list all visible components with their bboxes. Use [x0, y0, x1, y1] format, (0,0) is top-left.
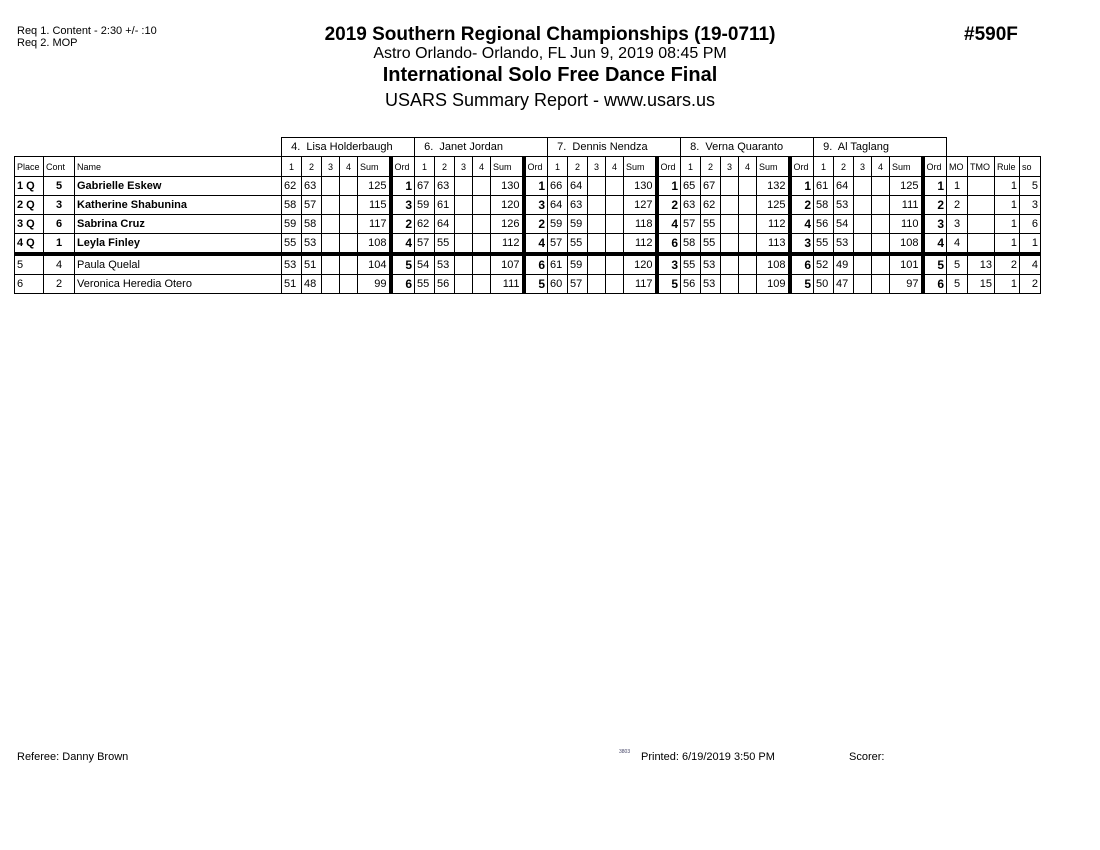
judge-sum: 108 [757, 254, 790, 275]
judge-score: 58 [302, 215, 322, 234]
judge-score: 55 [701, 215, 721, 234]
column-header-ord: Ord [524, 157, 548, 177]
judge-score: 47 [834, 275, 854, 294]
judge-score [455, 215, 473, 234]
rule: 1 [995, 215, 1020, 234]
judge-score [588, 215, 606, 234]
judge-header-row [15, 138, 1041, 157]
judge-score [854, 215, 872, 234]
judge-score [739, 177, 757, 196]
event-title: International Solo Free Dance Final [382, 64, 718, 86]
tmo [968, 215, 995, 234]
rule: 1 [995, 234, 1020, 255]
judge-score: 53 [435, 254, 455, 275]
judge-score: 64 [435, 215, 455, 234]
judge-sum: 117 [358, 215, 391, 234]
skater-name: Katherine Shabunina [75, 196, 282, 215]
judge-ordinal: 4 [524, 234, 548, 255]
judge-score [473, 234, 491, 255]
referee: Referee: Danny Brown [17, 751, 129, 763]
judge-score [739, 234, 757, 255]
judge-score: 63 [568, 196, 588, 215]
judge-score [606, 177, 624, 196]
report-title: USARS Summary Report - www.usars.us [384, 90, 716, 110]
column-header-sum: Sum [624, 157, 657, 177]
column-header-rule: Rule [995, 157, 1020, 177]
judge-sum: 125 [890, 177, 923, 196]
judge-score: 62 [415, 215, 435, 234]
judge-ordinal: 2 [657, 196, 681, 215]
judge-ordinal: 6 [391, 275, 415, 294]
judge-ordinal: 3 [391, 196, 415, 215]
spacer [947, 138, 1041, 157]
judge-score: 63 [681, 196, 701, 215]
judge-name: 8. Verna Quaranto [681, 138, 814, 157]
judge-score [606, 234, 624, 255]
judge-score: 56 [681, 275, 701, 294]
place: 5 [15, 254, 44, 275]
contestant-number: 3 [44, 196, 75, 215]
judge-ordinal: 1 [923, 177, 947, 196]
column-header-2: 2 [701, 157, 721, 177]
judge-score: 53 [701, 275, 721, 294]
judge-score: 56 [814, 215, 834, 234]
judge-ordinal: 4 [790, 215, 814, 234]
table-row [15, 196, 1041, 215]
judge-score: 57 [568, 275, 588, 294]
judge-score [455, 177, 473, 196]
column-header-ord: Ord [391, 157, 415, 177]
judge-score [455, 234, 473, 255]
judge-score [739, 254, 757, 275]
column-header-2: 2 [435, 157, 455, 177]
so: 1 [1020, 234, 1041, 255]
judge-score [455, 275, 473, 294]
mo: 5 [947, 254, 968, 275]
location-date: Astro Orlando- Orlando, FL Jun 9, 2019 08:45 PM [373, 45, 727, 62]
column-header-4: 4 [872, 157, 890, 177]
judge-sum: 101 [890, 254, 923, 275]
judge-ordinal: 3 [923, 215, 947, 234]
skater-name: Gabrielle Eskew [75, 177, 282, 196]
judge-sum: 125 [757, 196, 790, 215]
judge-score [340, 177, 358, 196]
rule: 1 [995, 275, 1020, 294]
judge-score [322, 234, 340, 255]
judge-score: 58 [282, 196, 302, 215]
place: 2 Q [15, 196, 44, 215]
judge-score [854, 254, 872, 275]
judge-sum: 109 [757, 275, 790, 294]
judge-ordinal: 5 [524, 275, 548, 294]
judge-score [854, 234, 872, 255]
column-header-3: 3 [322, 157, 340, 177]
judge-score [721, 196, 739, 215]
judge-ordinal: 2 [524, 215, 548, 234]
table-row [15, 234, 1041, 255]
judge-sum: 104 [358, 254, 391, 275]
judge-score: 59 [282, 215, 302, 234]
judge-ordinal: 2 [391, 215, 415, 234]
judge-sum: 117 [624, 275, 657, 294]
judge-sum: 112 [491, 234, 524, 255]
judge-score [721, 215, 739, 234]
judge-ordinal: 5 [923, 254, 947, 275]
judge-score: 63 [302, 177, 322, 196]
judge-score [322, 254, 340, 275]
judge-score [322, 177, 340, 196]
judge-ordinal: 6 [790, 254, 814, 275]
skater-name: Veronica Heredia Otero [75, 275, 282, 294]
judge-sum: 118 [624, 215, 657, 234]
judge-score [340, 254, 358, 275]
judge-score: 66 [548, 177, 568, 196]
judge-score [340, 234, 358, 255]
judge-score [455, 196, 473, 215]
so: 4 [1020, 254, 1041, 275]
judge-ordinal: 1 [391, 177, 415, 196]
judge-score: 67 [701, 177, 721, 196]
judge-score [588, 196, 606, 215]
column-header-1: 1 [548, 157, 568, 177]
tmo: 15 [968, 275, 995, 294]
judge-score: 62 [282, 177, 302, 196]
judge-score: 57 [548, 234, 568, 255]
mo: 5 [947, 275, 968, 294]
rule: 2 [995, 254, 1020, 275]
judge-score: 65 [681, 177, 701, 196]
judge-score [739, 215, 757, 234]
judge-ordinal: 6 [524, 254, 548, 275]
judge-score [606, 275, 624, 294]
judge-name: 4. Lisa Holderbaugh [282, 138, 415, 157]
judge-sum: 111 [491, 275, 524, 294]
column-header-sum: Sum [358, 157, 391, 177]
judge-score [588, 234, 606, 255]
column-header-mo: MO [947, 157, 968, 177]
so: 2 [1020, 275, 1041, 294]
judge-score [872, 275, 890, 294]
judge-score: 64 [568, 177, 588, 196]
judge-score [473, 215, 491, 234]
judge-score: 55 [435, 234, 455, 255]
column-header-ord: Ord [790, 157, 814, 177]
so: 3 [1020, 196, 1041, 215]
column-header-ord: Ord [657, 157, 681, 177]
judge-score: 55 [701, 234, 721, 255]
judge-score: 63 [435, 177, 455, 196]
judge-score [455, 254, 473, 275]
results-table [14, 137, 1041, 294]
judge-score [854, 275, 872, 294]
judge-score: 56 [435, 275, 455, 294]
column-header-3: 3 [588, 157, 606, 177]
judge-sum: 120 [491, 196, 524, 215]
skater-name: Leyla Finley [75, 234, 282, 255]
column-header-sum: Sum [757, 157, 790, 177]
scorer: Scorer: [849, 751, 885, 763]
column-header-1: 1 [814, 157, 834, 177]
judge-score: 53 [834, 196, 854, 215]
judge-score: 53 [302, 234, 322, 255]
contestant-number: 5 [44, 177, 75, 196]
judge-score [606, 196, 624, 215]
judge-score [721, 275, 739, 294]
judge-ordinal: 1 [524, 177, 548, 196]
table-row [15, 254, 1041, 275]
table-row [15, 177, 1041, 196]
column-header-sum: Sum [890, 157, 923, 177]
judge-ordinal: 5 [790, 275, 814, 294]
judge-score [721, 177, 739, 196]
judge-name: 9. Al Taglang [814, 138, 947, 157]
page-code: 3803 [619, 749, 631, 755]
judge-sum: 108 [358, 234, 391, 255]
judge-sum: 113 [757, 234, 790, 255]
judge-score [872, 254, 890, 275]
tmo [968, 196, 995, 215]
judge-score [588, 275, 606, 294]
mo: 1 [947, 177, 968, 196]
judge-score: 51 [302, 254, 322, 275]
column-header-4: 4 [606, 157, 624, 177]
judge-name: 7. Dennis Nendza [548, 138, 681, 157]
judge-score [872, 177, 890, 196]
column-header-row [15, 157, 1041, 177]
judge-sum: 111 [890, 196, 923, 215]
judge-score: 59 [415, 196, 435, 215]
judge-score [606, 254, 624, 275]
judge-score: 61 [814, 177, 834, 196]
judge-ordinal: 4 [657, 215, 681, 234]
judge-sum: 110 [890, 215, 923, 234]
judge-score: 51 [282, 275, 302, 294]
requirement-1: Req 1. Content - 2:30 +/- :10 [17, 25, 157, 37]
judge-score [340, 196, 358, 215]
judge-score [854, 177, 872, 196]
column-header-ord: Ord [923, 157, 947, 177]
tmo: 13 [968, 254, 995, 275]
judge-score [588, 177, 606, 196]
judge-score [872, 215, 890, 234]
judge-score: 50 [814, 275, 834, 294]
judge-score [739, 275, 757, 294]
judge-ordinal: 4 [923, 234, 947, 255]
table-row [15, 215, 1041, 234]
judge-sum: 132 [757, 177, 790, 196]
place: 6 [15, 275, 44, 294]
mo: 4 [947, 234, 968, 255]
judge-ordinal: 4 [391, 234, 415, 255]
judge-score [322, 275, 340, 294]
judge-score [473, 196, 491, 215]
judge-ordinal: 6 [923, 275, 947, 294]
column-header-sum: Sum [491, 157, 524, 177]
so: 5 [1020, 177, 1041, 196]
so: 6 [1020, 215, 1041, 234]
judge-score: 53 [701, 254, 721, 275]
judge-score [872, 234, 890, 255]
judge-score: 59 [548, 215, 568, 234]
judge-sum: 112 [757, 215, 790, 234]
judge-score [340, 275, 358, 294]
competition-title: 2019 Southern Regional Championships (19-0711) [324, 24, 776, 45]
place: 1 Q [15, 177, 44, 196]
judge-score: 58 [681, 234, 701, 255]
judge-sum: 130 [491, 177, 524, 196]
mo: 3 [947, 215, 968, 234]
column-header-1: 1 [282, 157, 302, 177]
judge-score [721, 254, 739, 275]
spacer [15, 138, 282, 157]
column-header-1: 1 [681, 157, 701, 177]
judge-score: 53 [282, 254, 302, 275]
skater-name: Paula Quelal [75, 254, 282, 275]
place: 4 Q [15, 234, 44, 255]
judge-sum: 99 [358, 275, 391, 294]
judge-ordinal: 5 [391, 254, 415, 275]
judge-score: 59 [568, 254, 588, 275]
judge-score: 55 [568, 234, 588, 255]
column-header-place: Place [15, 157, 44, 177]
judge-score: 60 [548, 275, 568, 294]
judge-score: 54 [834, 215, 854, 234]
column-header-3: 3 [721, 157, 739, 177]
column-header-name: Name [75, 157, 282, 177]
event-code: #590F [964, 24, 1018, 45]
place: 3 Q [15, 215, 44, 234]
judge-score: 54 [415, 254, 435, 275]
judge-ordinal: 1 [657, 177, 681, 196]
table-row [15, 275, 1041, 294]
rule: 1 [995, 196, 1020, 215]
judge-sum: 127 [624, 196, 657, 215]
judge-score [322, 196, 340, 215]
judge-score [322, 215, 340, 234]
judge-score: 57 [415, 234, 435, 255]
column-header-2: 2 [302, 157, 322, 177]
judge-score: 57 [681, 215, 701, 234]
column-header-tmo: TMO [968, 157, 995, 177]
column-header-2: 2 [834, 157, 854, 177]
judge-sum: 126 [491, 215, 524, 234]
judge-ordinal: 3 [524, 196, 548, 215]
judge-name: 6. Janet Jordan [415, 138, 548, 157]
tmo [968, 177, 995, 196]
column-header-2: 2 [568, 157, 588, 177]
judge-score: 48 [302, 275, 322, 294]
judge-sum: 125 [358, 177, 391, 196]
rule: 1 [995, 177, 1020, 196]
column-header-so: so [1020, 157, 1041, 177]
judge-score: 55 [814, 234, 834, 255]
judge-ordinal: 3 [790, 234, 814, 255]
judge-score [854, 196, 872, 215]
judge-ordinal: 6 [657, 234, 681, 255]
judge-score [473, 275, 491, 294]
judge-score: 58 [814, 196, 834, 215]
judge-ordinal: 2 [790, 196, 814, 215]
judge-score [473, 177, 491, 196]
judge-score: 61 [548, 254, 568, 275]
judge-score: 49 [834, 254, 854, 275]
contestant-number: 4 [44, 254, 75, 275]
judge-score: 61 [435, 196, 455, 215]
judge-sum: 97 [890, 275, 923, 294]
judge-sum: 108 [890, 234, 923, 255]
contestant-number: 1 [44, 234, 75, 255]
judge-sum: 115 [358, 196, 391, 215]
judge-ordinal: 2 [923, 196, 947, 215]
column-header-4: 4 [340, 157, 358, 177]
column-header-cont: Cont [44, 157, 75, 177]
tmo [968, 234, 995, 255]
judge-score: 64 [834, 177, 854, 196]
column-header-4: 4 [739, 157, 757, 177]
judge-score [872, 196, 890, 215]
printed-date: Printed: 6/19/2019 3:50 PM [641, 751, 775, 763]
judge-score: 67 [415, 177, 435, 196]
judge-sum: 120 [624, 254, 657, 275]
column-header-4: 4 [473, 157, 491, 177]
column-header-3: 3 [854, 157, 872, 177]
judge-sum: 107 [491, 254, 524, 275]
judge-score [588, 254, 606, 275]
judge-score: 55 [415, 275, 435, 294]
judge-score [340, 215, 358, 234]
judge-score: 62 [701, 196, 721, 215]
judge-score: 53 [834, 234, 854, 255]
contestant-number: 2 [44, 275, 75, 294]
judge-score [606, 215, 624, 234]
judge-score [739, 196, 757, 215]
skater-name: Sabrina Cruz [75, 215, 282, 234]
judge-sum: 130 [624, 177, 657, 196]
judge-score: 64 [548, 196, 568, 215]
column-header-1: 1 [415, 157, 435, 177]
judge-ordinal: 5 [657, 275, 681, 294]
judge-score: 59 [568, 215, 588, 234]
judge-score [721, 234, 739, 255]
judge-score: 57 [302, 196, 322, 215]
judge-score: 55 [282, 234, 302, 255]
judge-ordinal: 1 [790, 177, 814, 196]
column-header-3: 3 [455, 157, 473, 177]
requirement-2: Req 2. MOP [17, 37, 78, 49]
mo: 2 [947, 196, 968, 215]
contestant-number: 6 [44, 215, 75, 234]
judge-sum: 112 [624, 234, 657, 255]
judge-score: 55 [681, 254, 701, 275]
judge-score [473, 254, 491, 275]
judge-score: 52 [814, 254, 834, 275]
judge-ordinal: 3 [657, 254, 681, 275]
